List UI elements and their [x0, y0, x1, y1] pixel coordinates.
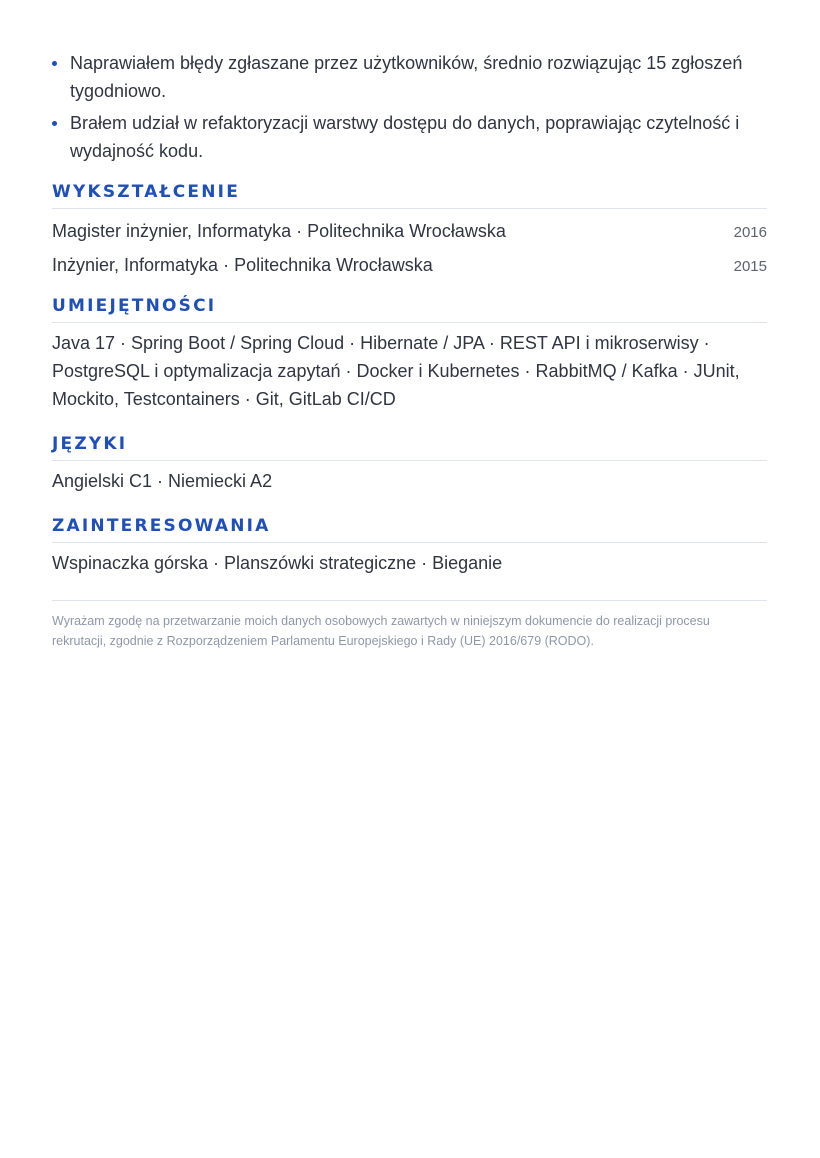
education-year: 2015 — [733, 258, 767, 275]
experience-bullet-text: Naprawiałem błędy zgłaszane przez użytkowników, średnio rozwiązując 15 zgłoszeń tygodniowo. — [70, 53, 743, 101]
bullet-dot-icon — [52, 61, 57, 66]
experience-bullet — [52, 49, 767, 105]
education-year: 2016 — [733, 224, 767, 241]
languages-heading: JĘZYKI — [52, 434, 767, 461]
education-entry — [52, 215, 767, 249]
experience-bullet-text: Brałem udział w refaktoryzacji warstwy dostępu do danych, poprawiając czytelność i wydajność kodu. — [70, 113, 740, 161]
education-list — [52, 209, 767, 283]
languages-section — [52, 434, 767, 495]
education-degree: Inżynier, Informatyka · Politechnika Wrocławska — [52, 255, 433, 275]
education-entry — [52, 249, 767, 283]
gdpr-consent-clause: Wyrażam zgodę na przetwarzanie moich danych osobowych zawartych w niniejszym dokumencie do realizacji procesu rekrutacji, zgodnie z Rozporządzeniem Parlamentu Europejskiego i Rady (UE) 2016/679 (RODO). — [52, 614, 710, 648]
interests-text: Wspinaczka górska · Planszówki strategiczne · Bieganie — [52, 553, 503, 573]
languages-text: Angielski C1 · Niemiecki A2 — [52, 471, 273, 491]
experience-bullet-list — [52, 49, 767, 169]
skills-text: Java 17 · Spring Boot / Spring Cloud · Hibernate / JPA · REST API i mikroserwisy · PostgreSQL i optymalizacja zapytań · Docker i Kubernetes · RabbitMQ / Kafka · JUnit, Mockito, Testcontainers · Git, GitLab CI/CD — [52, 333, 740, 409]
bullet-dot-icon — [52, 121, 57, 126]
experience-bullet — [52, 109, 767, 165]
interests-heading: ZAINTERESOWANIA — [52, 516, 767, 543]
education-degree: Magister inżynier, Informatyka · Politechnika Wrocławska — [52, 221, 506, 241]
footer-divider — [52, 600, 767, 601]
skills-heading: UMIEJĘTNOŚCI — [52, 296, 767, 323]
interests-section — [52, 516, 767, 577]
education-heading: WYKSZTAŁCENIE — [52, 182, 767, 209]
education-section — [52, 182, 767, 283]
skills-section — [52, 296, 767, 413]
